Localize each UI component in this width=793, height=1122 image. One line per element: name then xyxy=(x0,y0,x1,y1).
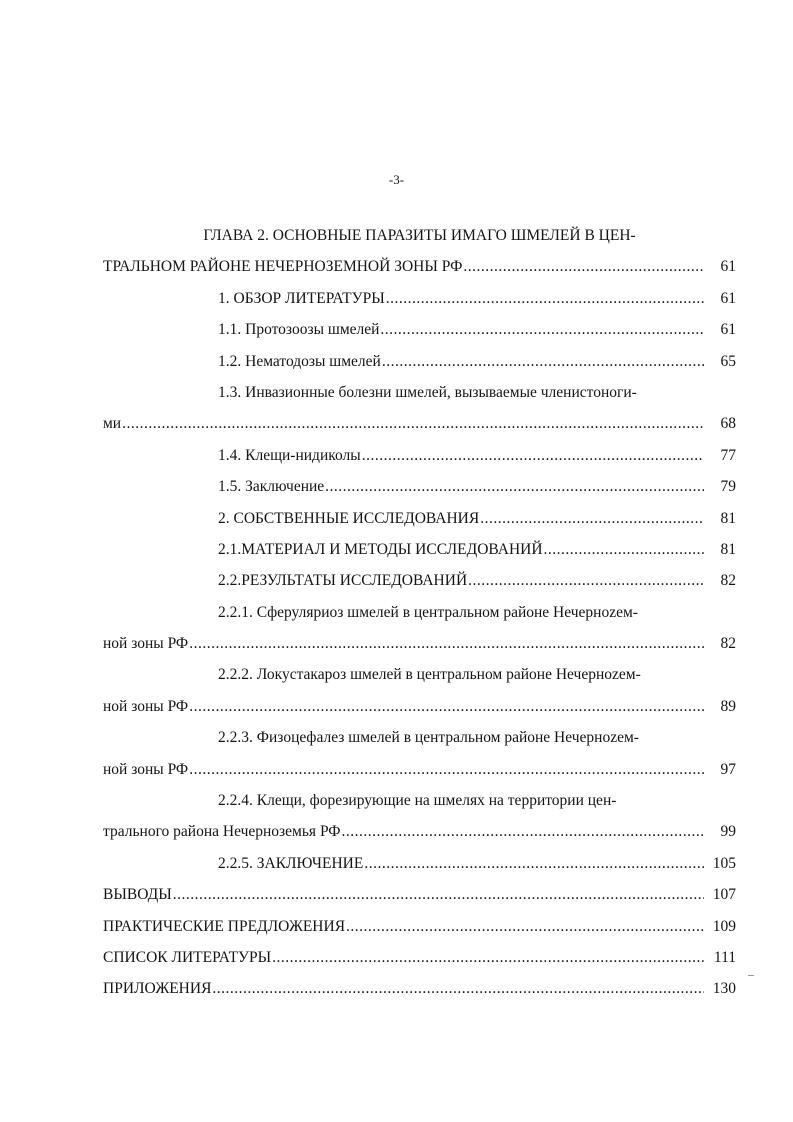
toc-entry-title: СПИСОК ЛИТЕРАТУРЫ xyxy=(103,948,272,966)
toc-entry-page: 81 xyxy=(720,540,736,558)
toc-entry-1-5 xyxy=(103,471,736,502)
toc-entry-title: 2.2.5. ЗАКЛЮЧЕНИЕ xyxy=(218,854,364,872)
toc-entry-title: трального района Нечерноземья РФ xyxy=(103,823,341,841)
dot-leader xyxy=(346,911,704,942)
toc-entry-2 xyxy=(103,503,736,534)
toc-entry-page: 130 xyxy=(712,980,736,998)
toc-entry-page: 68 xyxy=(720,415,736,433)
toc-entry-title: ми xyxy=(103,415,122,433)
toc-entry-page: 61 xyxy=(720,289,736,307)
dot-leader xyxy=(364,848,704,879)
toc-entry-title: 1.5. Заключение xyxy=(218,478,325,496)
toc-entry-page: 77 xyxy=(720,446,736,464)
toc-entry-title: ТРАЛЬНОМ РАЙОНЕ НЕЧЕРНОЗЕМНОЙ ЗОНЫ РФ xyxy=(103,258,463,276)
dot-leader xyxy=(189,754,704,785)
toc-entry-2-2-5 xyxy=(103,848,736,879)
dot-leader xyxy=(189,691,704,722)
dot-leader xyxy=(386,283,704,314)
toc-entry-page: 61 xyxy=(720,321,736,339)
toc-entry-appendices xyxy=(103,973,736,1004)
toc-entry-1-3-line-1: 1.3. Инвазионные болезни шмелей, вызываемые членистоноги- xyxy=(218,383,637,401)
toc-entry-title: ной зоны РФ xyxy=(103,635,189,653)
toc-chapter-heading: ГЛАВА 2. ОСНОВНЫЕ ПАРАЗИТЫ ИМАГО ШМЕЛЕЙ В ЦЕН- xyxy=(203,227,636,244)
dot-leader xyxy=(463,251,704,282)
dot-leader xyxy=(380,314,704,345)
toc-entry-page: 65 xyxy=(720,352,736,370)
dot-leader xyxy=(212,973,704,1004)
dot-leader xyxy=(325,471,704,502)
toc-entry-references xyxy=(103,942,736,973)
toc-entry-page: 97 xyxy=(720,760,736,778)
toc-entry-2-2-4-line-1: 2.2.4. Клещи, форезирующие на шмелях на территории цен- xyxy=(218,792,617,810)
toc-entry-page: 111 xyxy=(713,948,736,966)
toc-entry-1-1 xyxy=(103,314,736,345)
dot-leader xyxy=(342,816,704,847)
toc-entry-2-2 xyxy=(103,565,736,596)
toc-entry-1-2 xyxy=(103,346,736,377)
scan-speck xyxy=(748,975,754,976)
dot-leader xyxy=(468,565,704,596)
toc-entry-title: 2.2.РЕЗУЛЬТАТЫ ИССЛЕДОВАНИЙ xyxy=(218,572,468,590)
toc-entry-2-2-2-line-1: 2.2.2. Локустакароз шмелей в центральном районе Нечерноzем- xyxy=(218,666,641,684)
toc-entry-page: 82 xyxy=(720,635,736,653)
toc-entry-page: 89 xyxy=(720,697,736,715)
toc-entry-2-2-4-line-2 xyxy=(103,816,736,847)
toc-entry-page: 61 xyxy=(720,258,736,276)
toc-entry-title: ной зоны РФ xyxy=(103,697,189,715)
dot-leader xyxy=(382,346,704,377)
toc-entry-1-4 xyxy=(103,440,736,471)
toc-entry-1 xyxy=(103,283,736,314)
dot-leader xyxy=(480,503,704,534)
toc-entry-2-2-3-line-1: 2.2.3. Физоцефалез шмелей в центральном районе Нечерноzем- xyxy=(218,729,639,747)
toc-entry-title: ПРИЛОЖЕНИЯ xyxy=(103,980,212,998)
toc-entry-2-2-3-line-2 xyxy=(103,754,736,785)
toc-entry-title: ПРАКТИЧЕСКИЕ ПРЕДЛОЖЕНИЯ xyxy=(103,917,346,935)
dot-leader xyxy=(362,440,704,471)
table-of-contents xyxy=(103,220,736,1005)
toc-entry-practical-proposals xyxy=(103,911,736,942)
dot-leader xyxy=(173,879,704,910)
dot-leader xyxy=(189,628,704,659)
page-number: -3- xyxy=(388,172,405,187)
dot-leader xyxy=(122,408,704,439)
toc-entry-2-2-1-line-1: 2.2.1. Сферуляриоз шмелей в центральном районе Нечерноzем- xyxy=(218,603,638,621)
dot-leader xyxy=(272,942,704,973)
toc-entry-title: ВЫВОДЫ xyxy=(103,886,172,904)
toc-entry-title: 2. СОБСТВЕННЫЕ ИССЛЕДОВАНИЯ xyxy=(218,509,480,527)
toc-entry-page: 99 xyxy=(720,823,736,841)
toc-entry-conclusions xyxy=(103,879,736,910)
toc-entry-2-2-2-line-2 xyxy=(103,691,736,722)
dot-leader xyxy=(544,534,704,565)
toc-entry-title: 1.4. Клещи-нидиколы xyxy=(218,446,361,464)
toc-entry-page: 82 xyxy=(720,572,736,590)
toc-entry-page: 109 xyxy=(712,917,736,935)
toc-entry-page: 79 xyxy=(720,478,736,496)
toc-entry-title: 2.1.МАТЕРИАЛ И МЕТОДЫ ИССЛЕДОВАНИЙ xyxy=(218,540,543,558)
toc-entry-title: 1.2. Нематодозы шмелей xyxy=(218,352,381,370)
toc-entry-chapter-2 xyxy=(103,251,736,282)
toc-entry-page: 81 xyxy=(720,509,736,527)
toc-entry-title: ной зоны РФ xyxy=(103,760,189,778)
toc-entry-1-3-line-2 xyxy=(103,408,736,439)
toc-entry-2-2-1-line-2 xyxy=(103,628,736,659)
toc-entry-page: 105 xyxy=(712,854,736,872)
toc-entry-page: 107 xyxy=(712,886,736,904)
toc-entry-title: 1. ОБЗОР ЛИТЕРАТУРЫ xyxy=(218,289,385,307)
toc-entry-title: 1.1. Протозоозы шмелей xyxy=(218,321,380,339)
toc-entry-2-1 xyxy=(103,534,736,565)
